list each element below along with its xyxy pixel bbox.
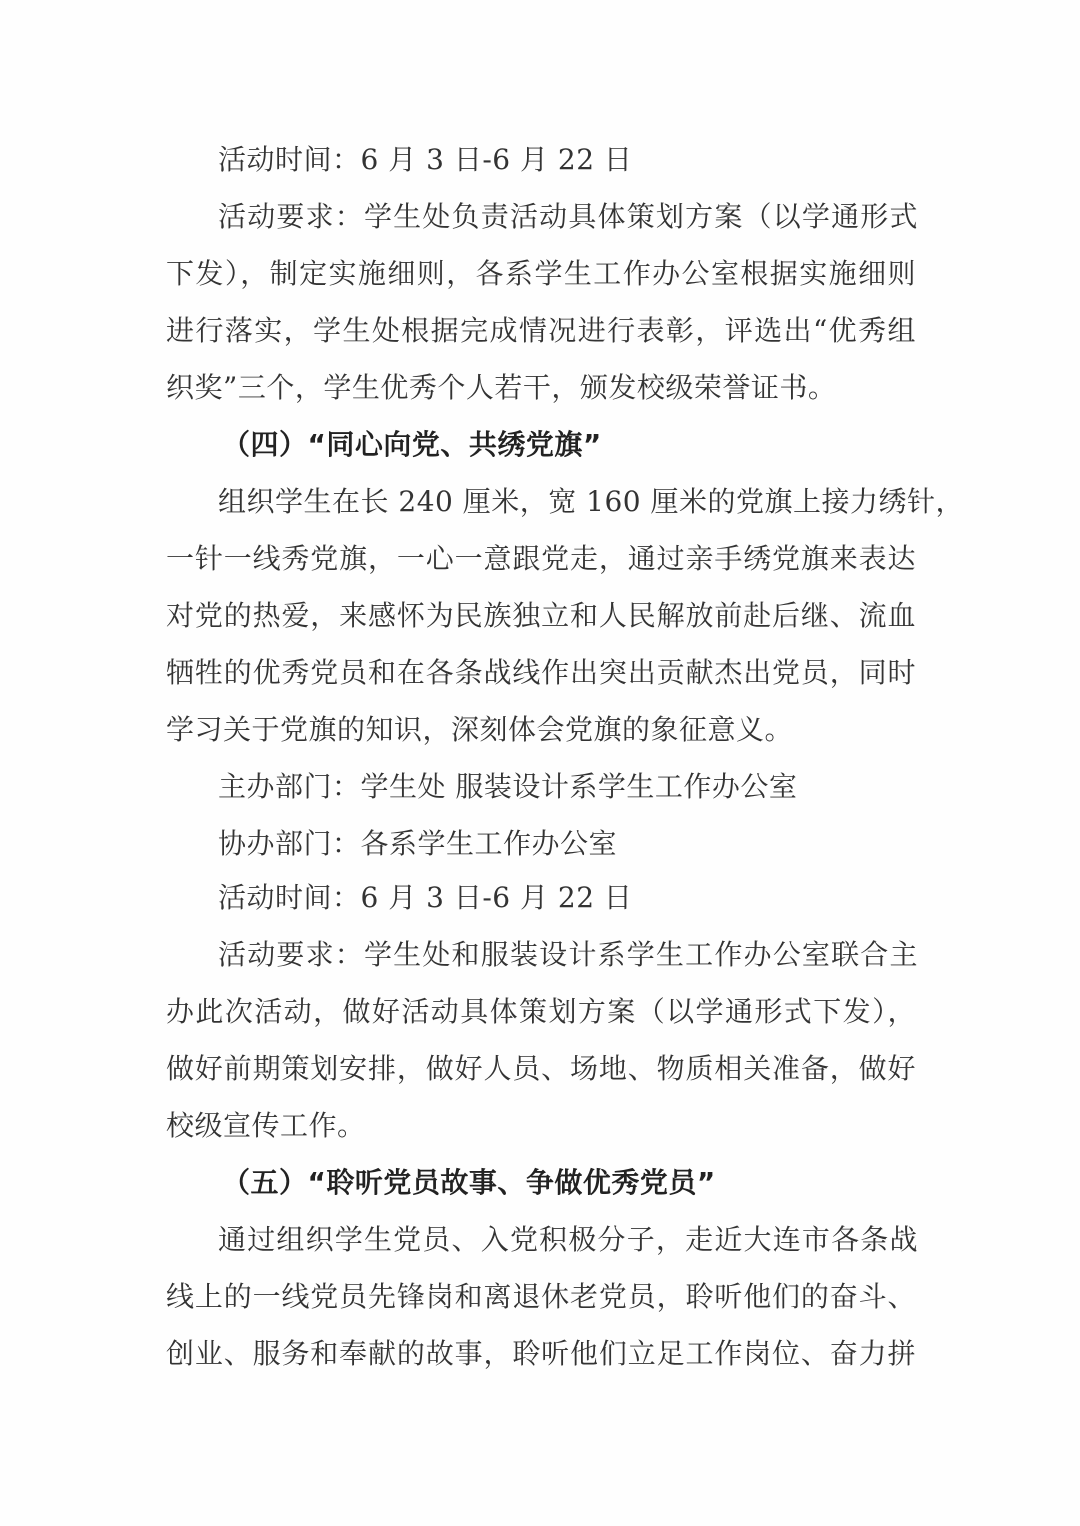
paragraph-line: 对党的热爱，来感怀为民族独立和人民解放前赴后继、流血 <box>166 599 916 632</box>
paragraph-line: 牺牲的优秀党员和在各条战线作出突出贡献杰出党员，同时 <box>166 656 916 689</box>
paragraph-line: 下发），制定实施细则，各系学生工作办公室根据实施细则 <box>166 257 916 290</box>
activity-requirement-line: 活动要求：学生处负责活动具体策划方案（以学通形式 <box>218 200 918 233</box>
activity-time-line: 活动时间：6 月 3 日-6 月 22 日 <box>218 143 633 176</box>
paragraph-line: 进行落实，学生处根据完成情况进行表彰，评选出“优秀组 <box>166 314 916 347</box>
co-host-department-line: 协办部门：各系学生工作办公室 <box>218 827 618 860</box>
paragraph-line: 织奖”三个，学生优秀个人若干，颁发校级荣誉证书。 <box>166 371 837 404</box>
paragraph-line: 办此次活动，做好活动具体策划方案（以学通形式下发）， <box>166 995 916 1028</box>
paragraph-line: 线上的一线党员先锋岗和离退休老党员，聆听他们的奋斗、 <box>166 1280 916 1313</box>
paragraph-line: 学习关于党旗的知识，深刻体会党旗的象征意义。 <box>166 713 794 746</box>
paragraph-line: 校级宣传工作。 <box>166 1109 366 1142</box>
paragraph-line: 创业、服务和奉献的故事，聆听他们立足工作岗位、奋力拼 <box>166 1337 916 1370</box>
section-heading-4: （四）“同心向党、共绣党旗” <box>222 428 602 461</box>
paragraph-line: 一针一线秀党旗，一心一意跟党走，通过亲手绣党旗来表达 <box>166 542 916 575</box>
paragraph-line: 组织学生在长 240 厘米，宽 160 厘米的党旗上接力绣针， <box>218 485 964 518</box>
paragraph-line: 通过组织学生党员、入党积极分子，走近大连市各条战 <box>218 1223 918 1256</box>
activity-time-line: 活动时间：6 月 3 日-6 月 22 日 <box>218 881 633 914</box>
activity-requirement-line: 活动要求：学生处和服装设计系学生工作办公室联合主 <box>218 938 918 971</box>
paragraph-line: 做好前期策划安排，做好人员、场地、物质相关准备，做好 <box>166 1052 916 1085</box>
section-heading-5: （五）“聆听党员故事、争做优秀党员” <box>222 1166 716 1199</box>
host-department-line: 主办部门：学生处 服装设计系学生工作办公室 <box>218 770 798 803</box>
